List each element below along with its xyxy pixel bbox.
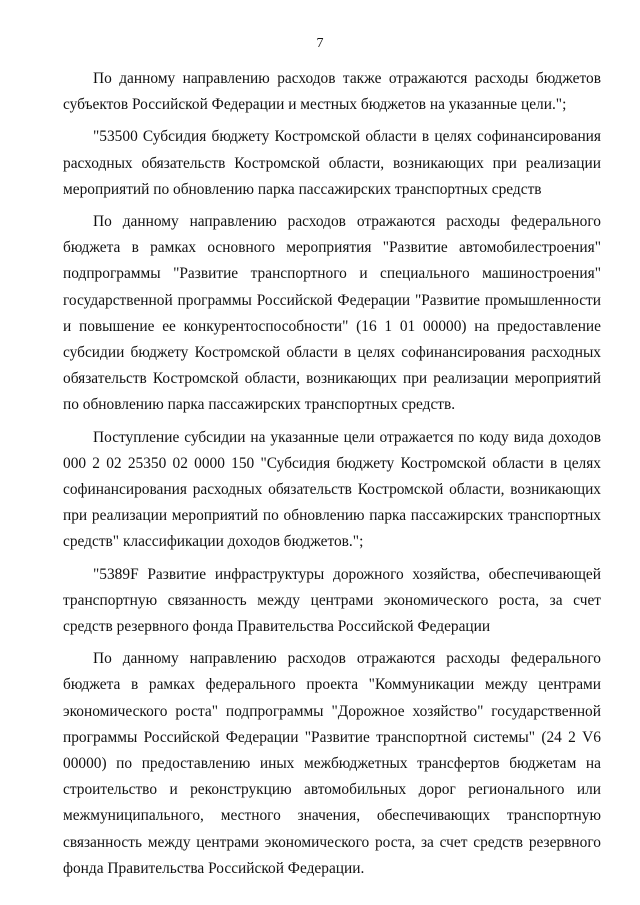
page-number: 7 <box>316 36 324 51</box>
paragraph-3: По данному направлению расходов отражаются расходы федерального бюджета в рамках основного мероприятия "Развитие автомобилестроения" подпрограммы "Развитие транспортного и специального машиностроения" государственной программы Российской Федерации "Развитие промышленности и повышение ее конкурентоспособности" (16 1 01 00000) на предоставление субсидии бюджету Костромской области в целях софинансирования расходных обязательств Костромской области, возникающих при реализации мероприятий по обновлению парка пассажирских транспортных средств. <box>63 213 601 414</box>
paragraph-2: "53500 Субсидия бюджету Костромской области в целях софинансирования расходных обязательств Костромской области, возникающих при реализации мероприятий по обновлению парка пассажирских транспортных средств <box>63 128 601 198</box>
paragraph-1: По данному направлению расходов также отражаются расходы бюджетов субъектов Российской Федерации и местных бюджетов на указанные цели."; <box>63 70 601 114</box>
document-body <box>63 66 601 888</box>
paragraph-4: Поступление субсидии на указанные цели отражается по коду вида доходов 000 2 02 25350 02 0000 150 "Субсидия бюджету Костромской области в целях софинансирования расходных обязательств Костромской области, возникающих при реализации мероприятий по обновлению парка пассажирских транспортных средств" классификации доходов бюджетов."; <box>63 428 601 551</box>
paragraph-5: "5389F Развитие инфраструктуры дорожного хозяйства, обеспечивающей транспортную связанность между центрами экономического роста, за счет средств резервного фонда Правительства Российской Федерации <box>63 565 601 636</box>
paragraph-6: По данному направлению расходов отражаются расходы федерального бюджета в рамках федерального проекта "Коммуникации между центрами экономического роста" подпрограммы "Дорожное хозяйство" государственной программы Российской Федерации "Развитие транспортной системы" (24 2 V6 00000) по предоставлению иных межбюджетных трансфертов бюджетам на строительство и реконструкцию автомобильных дорог регионального или межмуниципального, местного значения, обеспечивающих транспортную связанность между центрами экономического роста, за счет средств резервного фонда Правительства Российской Федерации. <box>63 650 601 877</box>
